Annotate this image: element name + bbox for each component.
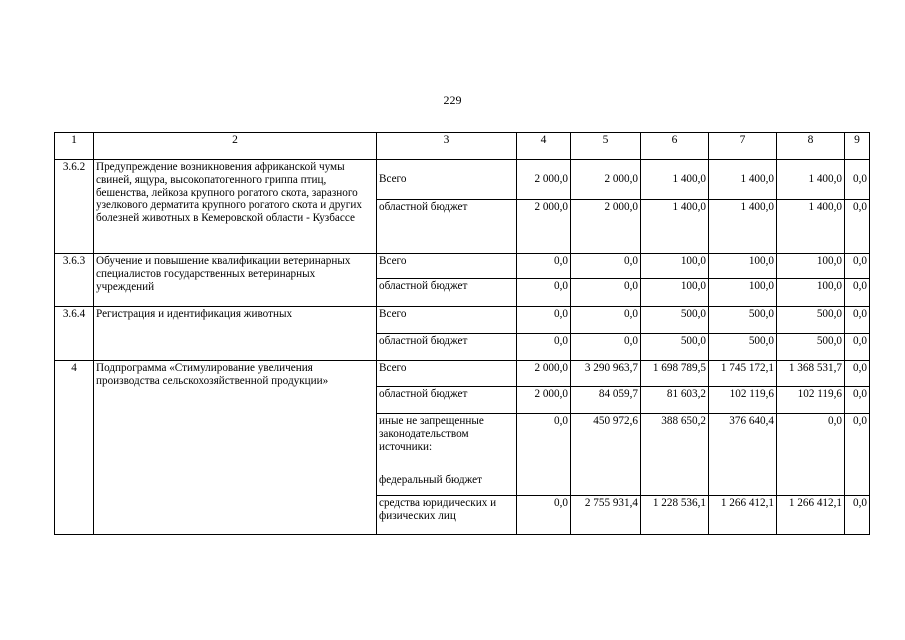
row-code: 4 <box>55 361 94 535</box>
source-cell: областной бюджет <box>377 279 517 307</box>
source-note: иные не запрещенные законодательством источники: <box>379 415 484 453</box>
header-cell: 9 <box>845 133 870 160</box>
value-cell: 2 000,0 <box>571 200 641 254</box>
source-cell: областной бюджет <box>377 387 517 414</box>
value-cell: 0,0 <box>845 254 870 279</box>
value-cell: 0,0 <box>571 334 641 361</box>
value-cell: 1 400,0 <box>777 160 845 200</box>
value-cell: 81 603,2 <box>641 387 709 414</box>
source-sub: федеральный бюджет <box>379 474 482 487</box>
table-row <box>55 160 870 200</box>
value-cell: 0,0 <box>845 414 870 496</box>
row-name: Предупреждение возникновения африканской чумы свиней, ящура, высокопатогенного гриппа птиц, бешенства, лейкоза крупного рогатого скота, заразного узелкового дерматита крупного рогатого скота и других болезней животных в Кемеровской области - Кузбассе <box>94 160 377 254</box>
row-name: Обучение и повышение квалификации ветеринарных специалистов государственных ветеринарных учреждений <box>94 254 377 307</box>
value-cell: 0,0 <box>845 279 870 307</box>
value-cell: 2 000,0 <box>517 200 571 254</box>
value-cell: 0,0 <box>777 414 845 496</box>
value-cell: 0,0 <box>517 334 571 361</box>
header-cell: 1 <box>55 133 94 160</box>
value-cell: 0,0 <box>845 307 870 334</box>
source-cell <box>377 414 517 496</box>
value-cell: 2 000,0 <box>571 160 641 200</box>
value-cell: 500,0 <box>641 334 709 361</box>
table-row <box>55 361 870 387</box>
value-cell: 450 972,6 <box>571 414 641 496</box>
row-name: Подпрограмма «Стимулирование увеличения производства сельскохозяйственной продукции» <box>94 361 377 535</box>
row-code: 3.6.3 <box>55 254 94 307</box>
table-header-row <box>55 133 870 160</box>
value-cell: 500,0 <box>641 307 709 334</box>
value-cell: 376 640,4 <box>709 414 777 496</box>
page-number: 229 <box>443 93 462 107</box>
value-cell: 0,0 <box>571 279 641 307</box>
value-cell: 2 000,0 <box>517 361 571 387</box>
value-cell: 500,0 <box>709 334 777 361</box>
value-cell: 0,0 <box>845 387 870 414</box>
value-cell: 100,0 <box>777 254 845 279</box>
value-cell: 1 400,0 <box>709 160 777 200</box>
header-cell: 4 <box>517 133 571 160</box>
value-cell: 0,0 <box>845 160 870 200</box>
value-cell: 102 119,6 <box>777 387 845 414</box>
value-cell: 100,0 <box>641 279 709 307</box>
source-cell: Всего <box>377 254 517 279</box>
header-cell: 3 <box>377 133 517 160</box>
header-cell: 5 <box>571 133 641 160</box>
value-cell: 0,0 <box>845 496 870 535</box>
value-cell: 500,0 <box>777 307 845 334</box>
value-cell: 2 755 931,4 <box>571 496 641 535</box>
table-row <box>55 307 870 334</box>
table-row <box>55 254 870 279</box>
value-cell: 100,0 <box>709 254 777 279</box>
value-cell: 388 650,2 <box>641 414 709 496</box>
value-cell: 2 000,0 <box>517 160 571 200</box>
value-cell: 0,0 <box>517 279 571 307</box>
value-cell: 0,0 <box>845 334 870 361</box>
value-cell: 1 400,0 <box>709 200 777 254</box>
value-cell: 0,0 <box>517 254 571 279</box>
value-cell: 0,0 <box>517 414 571 496</box>
row-name: Регистрация и идентификация животных <box>94 307 377 361</box>
value-cell: 1 400,0 <box>777 200 845 254</box>
value-cell: 0,0 <box>845 200 870 254</box>
value-cell: 1 228 536,1 <box>641 496 709 535</box>
value-cell: 500,0 <box>777 334 845 361</box>
header-cell: 8 <box>777 133 845 160</box>
value-cell: 500,0 <box>709 307 777 334</box>
value-cell: 0,0 <box>571 254 641 279</box>
value-cell: 0,0 <box>517 496 571 535</box>
value-cell: 1 745 172,1 <box>709 361 777 387</box>
row-code: 3.6.2 <box>55 160 94 254</box>
value-cell: 0,0 <box>517 307 571 334</box>
value-cell: 1 266 412,1 <box>777 496 845 535</box>
value-cell: 1 400,0 <box>641 200 709 254</box>
source-cell: Всего <box>377 160 517 200</box>
value-cell: 0,0 <box>845 361 870 387</box>
header-cell: 6 <box>641 133 709 160</box>
source-cell: областной бюджет <box>377 200 517 254</box>
value-cell: 1 266 412,1 <box>709 496 777 535</box>
value-cell: 100,0 <box>641 254 709 279</box>
value-cell: 84 059,7 <box>571 387 641 414</box>
value-cell: 100,0 <box>709 279 777 307</box>
value-cell: 100,0 <box>777 279 845 307</box>
value-cell: 0,0 <box>571 307 641 334</box>
value-cell: 1 368 531,7 <box>777 361 845 387</box>
source-cell: Всего <box>377 307 517 334</box>
value-cell: 102 119,6 <box>709 387 777 414</box>
source-cell: средства юридических и физических лиц <box>377 496 517 535</box>
value-cell: 3 290 963,7 <box>571 361 641 387</box>
value-cell: 2 000,0 <box>517 387 571 414</box>
value-cell: 1 698 789,5 <box>641 361 709 387</box>
source-cell: Всего <box>377 361 517 387</box>
header-cell: 2 <box>94 133 377 160</box>
header-cell: 7 <box>709 133 777 160</box>
budget-table <box>54 132 870 535</box>
row-code: 3.6.4 <box>55 307 94 361</box>
source-cell: областной бюджет <box>377 334 517 361</box>
value-cell: 1 400,0 <box>641 160 709 200</box>
